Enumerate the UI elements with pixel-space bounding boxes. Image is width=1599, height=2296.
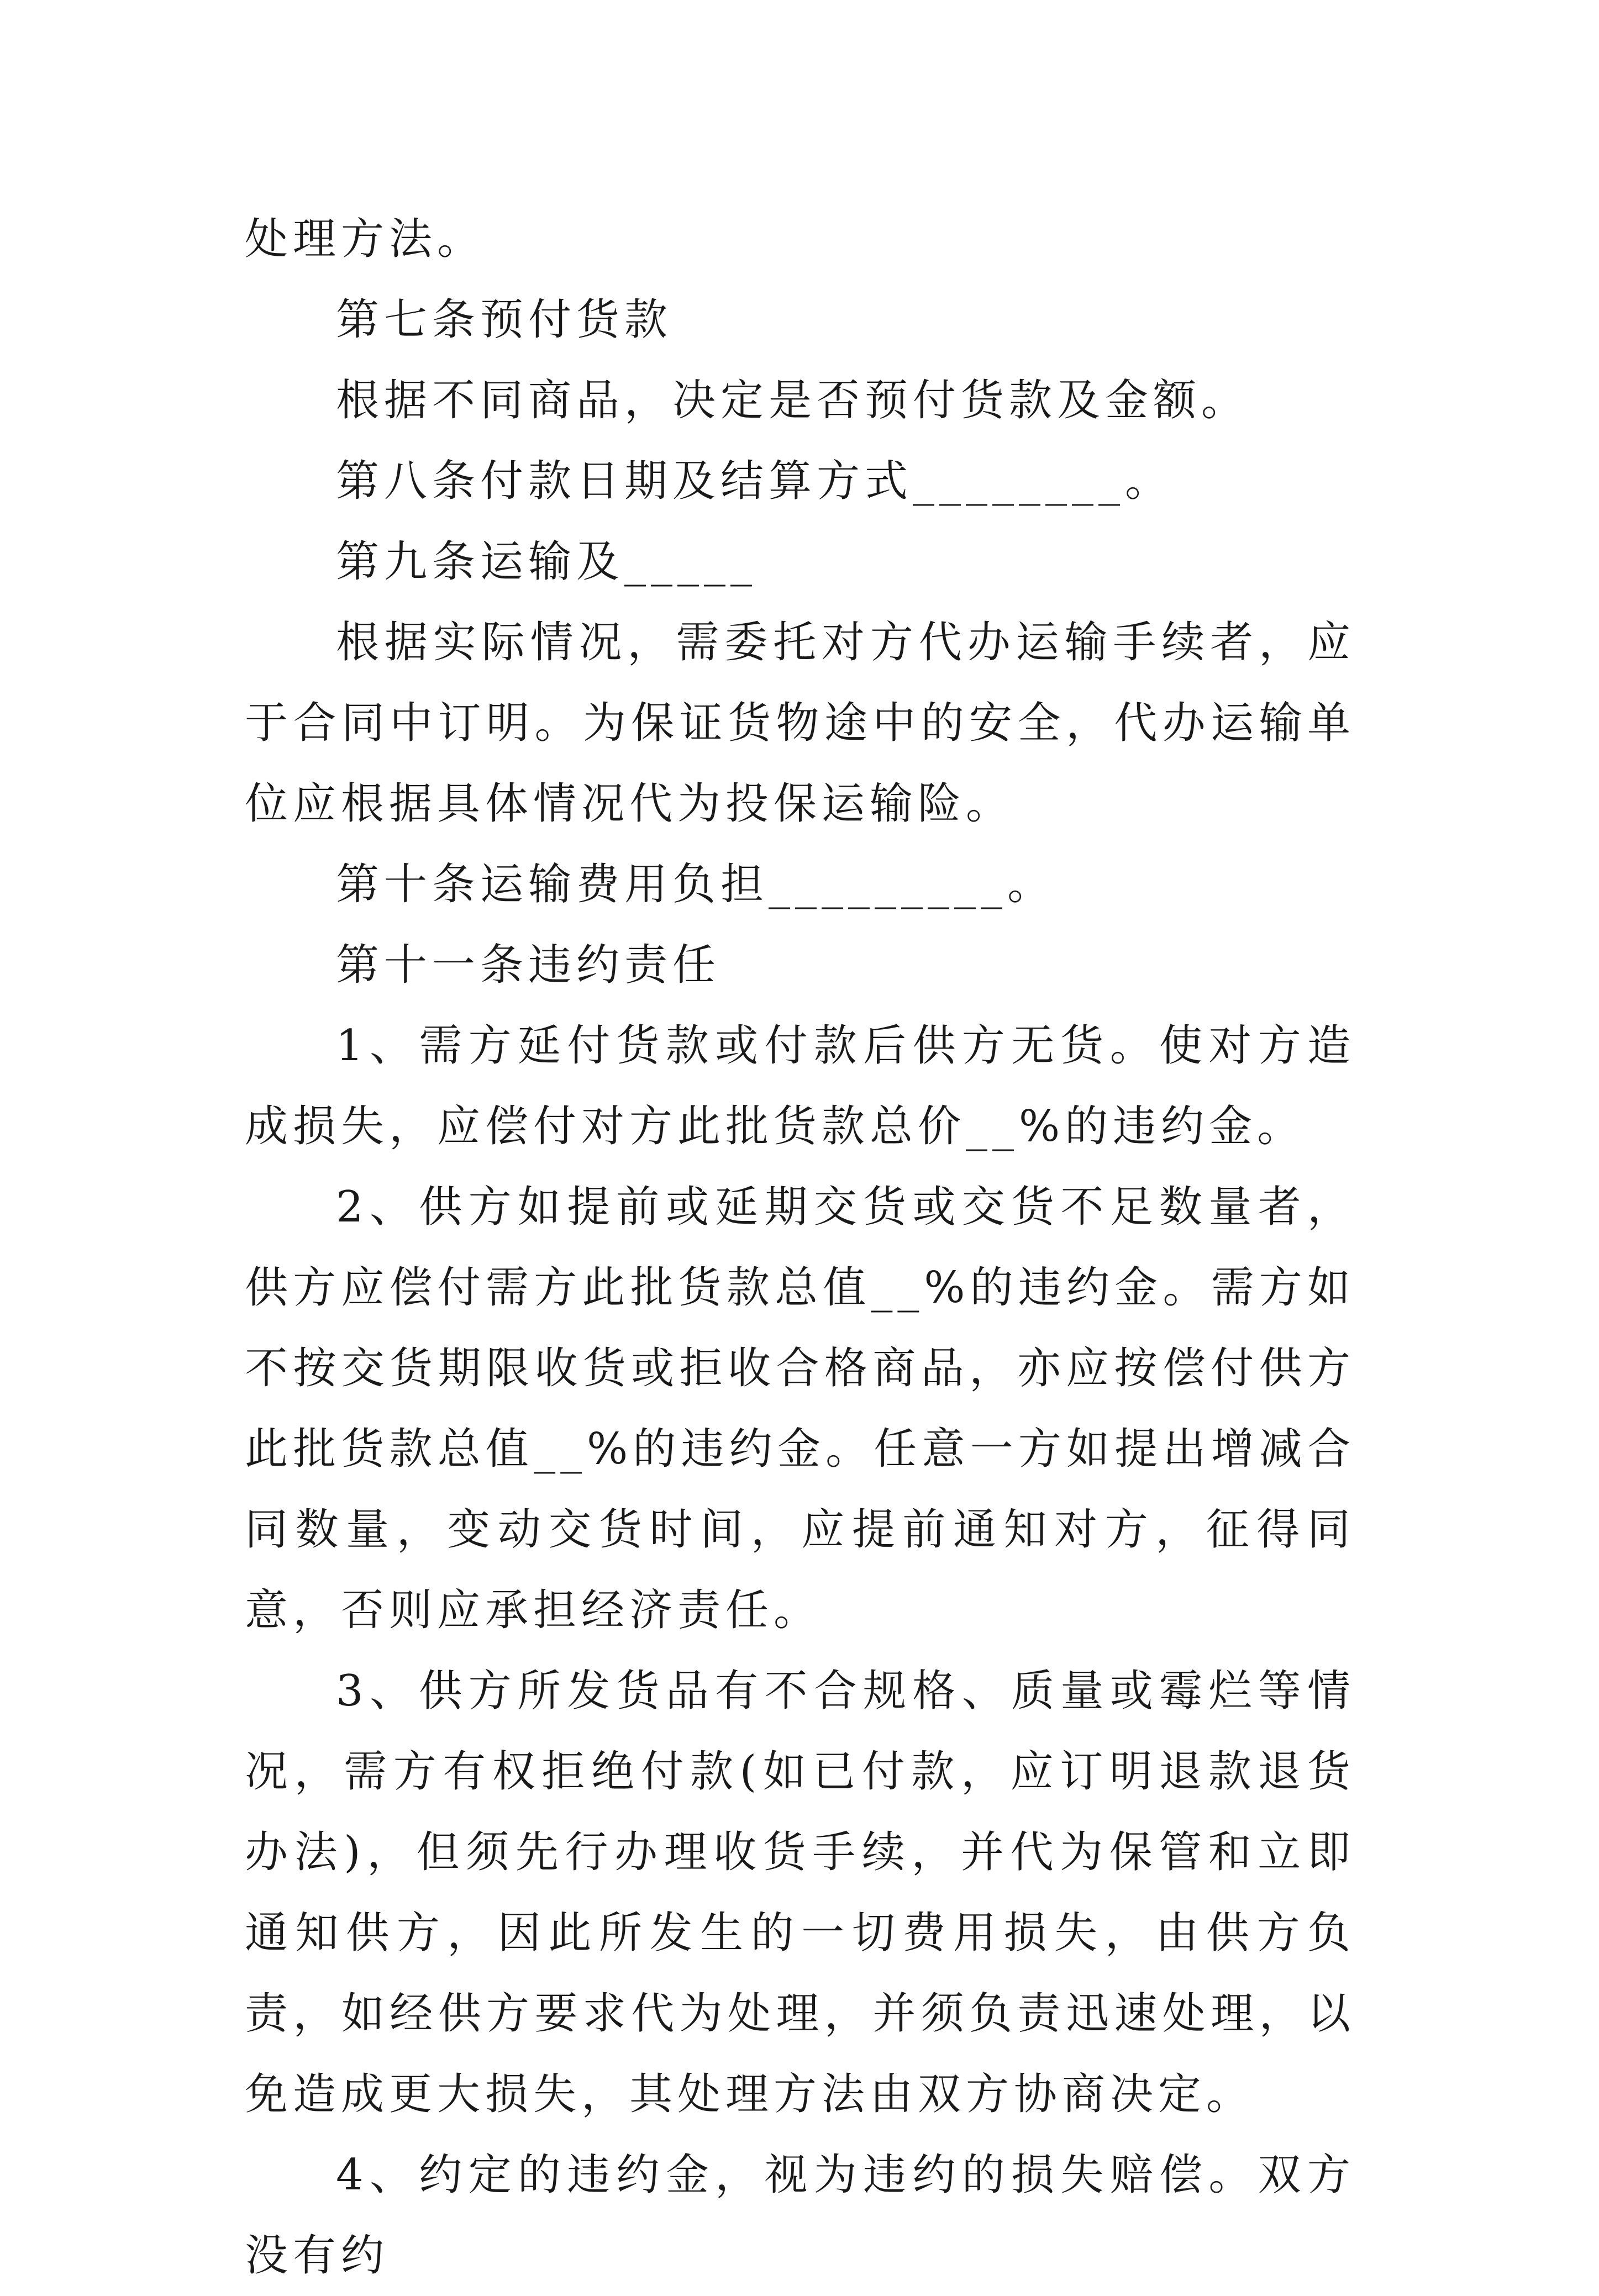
article-7-heading: 第七条预付货款 bbox=[336, 295, 673, 345]
article-9-body: 根据实际情况，需委托对方代办运输手续者，应于合同中订明。为保证货物途中的安全，代办运输单位应根据具体情况代为投保运输险。 bbox=[245, 618, 1355, 829]
document-body bbox=[245, 199, 1355, 2296]
article-7-body: 根据不同商品，决定是否预付货款及金额。 bbox=[336, 376, 1250, 425]
article-11-item-4: 4、约定的违约金，视为违约的损失赔偿。双方没有约 bbox=[245, 2150, 1355, 2281]
article-11-item-3: 3、供方所发货品有不合规格、质量或霉烂等情况，需方有权拒绝付款(如已付款，应订明退款退货办法)，但须先行办理收货手续，并代为保管和立即通知供方，因此所发生的一切费用损失，由供方负责，如经供方要求代为处理，并须负责迅速处理，以免造成更大损失，其处理方法由双方协商决定。 bbox=[245, 1666, 1355, 2119]
article-9-heading: 第九条运输及_____ bbox=[336, 537, 758, 587]
article-11-item-1: 1、需方延付货款或付款后供方无货。使对方造成损失，应偿付对方此批货款总价__%的违约金。 bbox=[245, 1021, 1355, 1151]
article-11-item-2: 2、供方如提前或延期交货或交货不足数量者，供方应偿付需方此批货款总值__%的违约金。需方如不按交货期限收货或拒收合格商品，亦应按偿付供方此批货款总值__%的违约金。任意一方如提出增减合同数量，变动交货时间，应提前通知对方，征得同意，否则应承担经济责任。 bbox=[245, 1182, 1355, 1635]
article-10-heading: 第十条运输费用负担_________。 bbox=[336, 860, 1056, 909]
article-8-heading: 第八条付款日期及结算方式________。 bbox=[336, 456, 1174, 506]
paragraph-continuation: 处理方法。 bbox=[245, 214, 486, 264]
article-11-heading: 第十一条违约责任 bbox=[336, 940, 721, 990]
